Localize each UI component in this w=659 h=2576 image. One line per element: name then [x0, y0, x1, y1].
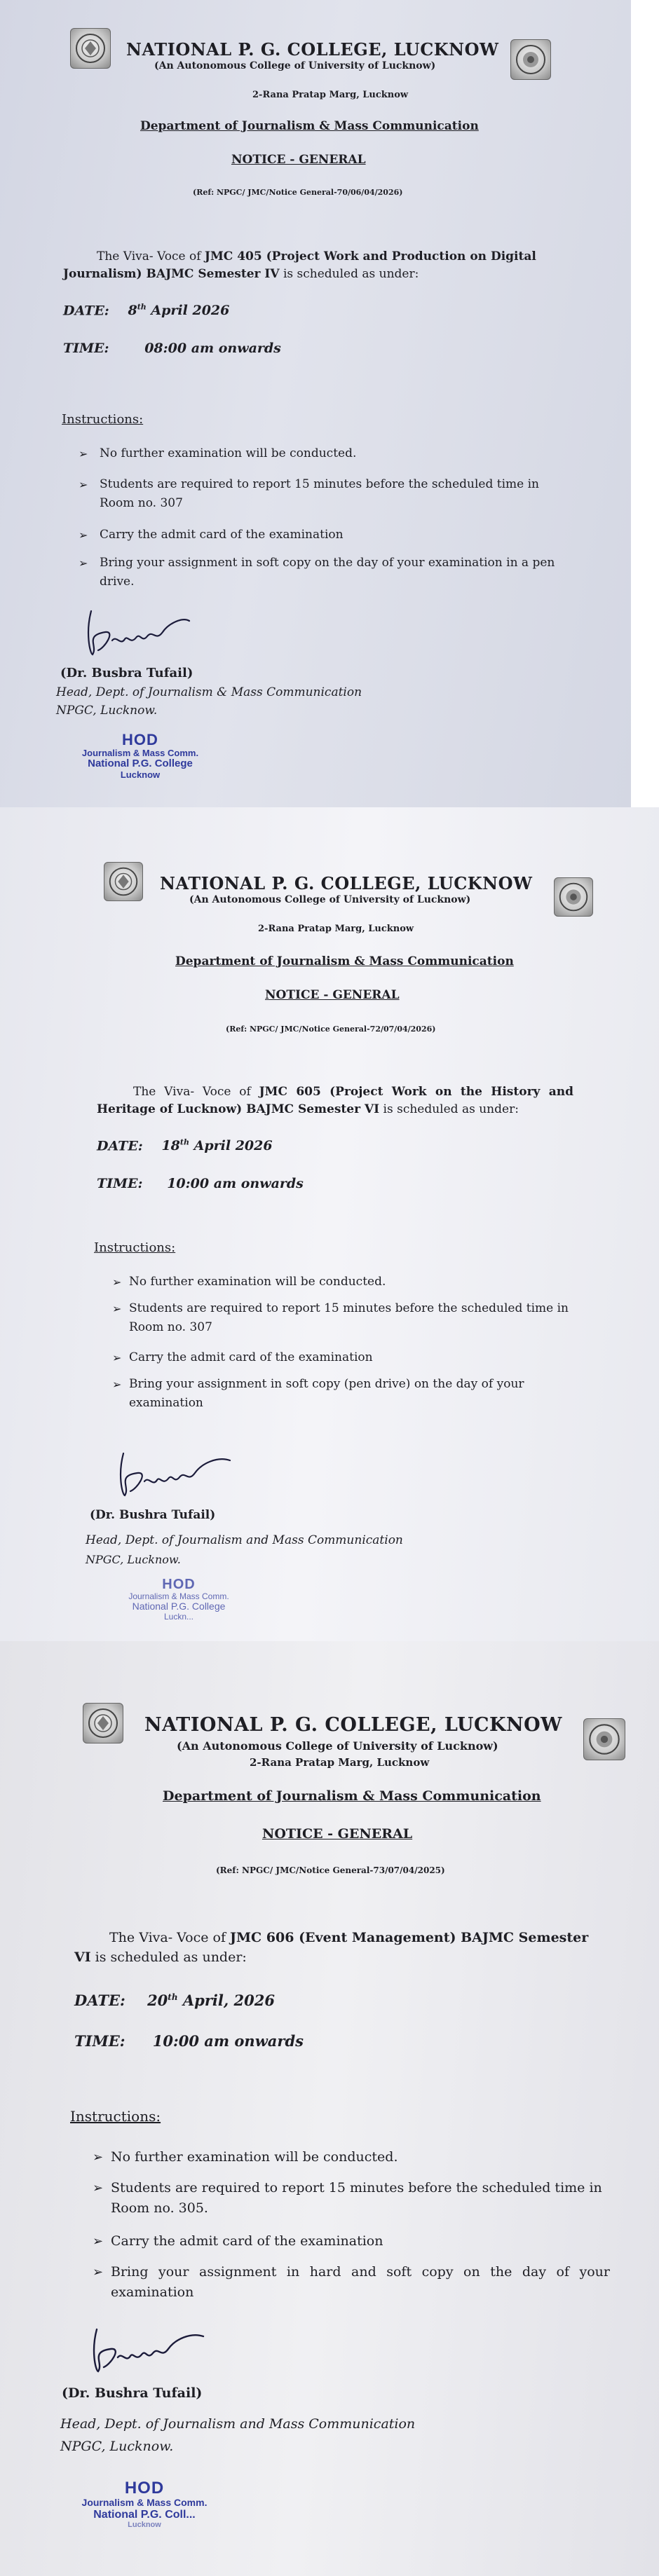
signature-icon	[111, 1445, 237, 1501]
announcement-text: is scheduled as under:	[279, 266, 419, 281]
instruction-item: Students are required to report 15 minutes before the scheduled time in Room no. 305.	[111, 2180, 602, 2217]
stamp-title: HOD	[124, 2479, 165, 2498]
time-label: TIME:	[97, 1176, 143, 1191]
signatory-title: Head, Dept. of Journalism and Mass Communication	[60, 2416, 416, 2432]
signatory-place: NPGC, Lucknow.	[56, 704, 158, 718]
signatory-title: Head, Dept. of Journalism & Mass Communication	[56, 685, 362, 699]
date-label: DATE:	[74, 1992, 125, 2009]
notice-page-2	[0, 807, 659, 1641]
instruction-item: Carry the admit card of the examination	[111, 2233, 383, 2249]
college-address: 2-Rana Pratap Marg, Lucknow	[250, 1756, 430, 1769]
reference-number: (Ref: NPGC/ JMC/Notice General-70/06/04/2026)	[193, 188, 403, 197]
instruction-item: Bring your assignment in hard and soft copy on the day of your examination	[111, 2264, 610, 2301]
instruction-item: No further examination will be conducted.	[100, 446, 357, 460]
college-affiliation: (An Autonomous College of University of Lucknow)	[154, 60, 436, 71]
arrow-bullet-icon: ➢	[79, 478, 88, 491]
college-address: 2-Rana Pratap Marg, Lucknow	[252, 90, 409, 100]
arrow-bullet-icon: ➢	[79, 528, 88, 542]
instruction-item: No further examination will be conducted.	[129, 1275, 386, 1289]
hod-stamp	[105, 1577, 252, 1622]
notice-page-3	[0, 1641, 659, 2576]
announcement-text: The Viva- Voce of	[109, 1930, 231, 1945]
college-name: NATIONAL P. G. COLLEGE, LUCKNOW	[144, 1714, 562, 1736]
arrow-bullet-icon: ➢	[93, 2265, 104, 2280]
stamp-line: Journalism & Mass Comm.	[128, 1591, 229, 1601]
date-row	[63, 303, 229, 318]
instruction-item: Bring your assignment in soft copy (pen drive) on the day of your examination	[129, 1377, 524, 1411]
stamp-line: Luckn...	[163, 1611, 194, 1622]
stamp-line: Lucknow	[120, 769, 161, 780]
hod-stamp	[70, 732, 210, 780]
viva-announcement	[74, 1928, 607, 1967]
arrow-bullet-icon: ➢	[112, 1275, 122, 1289]
college-name: NATIONAL P. G. COLLEGE, LUCKNOW	[160, 873, 533, 893]
stamp-line: National P.G. Coll...	[93, 2508, 196, 2521]
hod-stamp	[67, 2479, 222, 2529]
announcement-text: is scheduled as under:	[90, 1949, 247, 1965]
announcement-text: is scheduled as under:	[379, 1102, 519, 1116]
stamp-line: Journalism & Mass Comm.	[81, 748, 199, 759]
arrow-bullet-icon: ➢	[112, 1351, 122, 1364]
arrow-bullet-icon: ➢	[112, 1378, 122, 1391]
college-seal-icon	[554, 877, 593, 917]
notice-type: NOTICE - GENERAL	[265, 988, 400, 1002]
stamp-title: HOD	[162, 1577, 196, 1592]
college-seal-icon	[510, 39, 551, 80]
instruction-item: Carry the admit card of the examination	[100, 528, 344, 542]
time-label: TIME:	[63, 341, 109, 356]
arrow-bullet-icon: ➢	[93, 2181, 104, 2195]
college-emblem-icon	[104, 862, 143, 901]
course-title: JMC 606 (Event Management) BAJMC Semester VI	[74, 1930, 589, 1965]
date-label: DATE:	[97, 1138, 143, 1154]
college-emblem-icon	[70, 28, 111, 69]
college-emblem-icon	[83, 1703, 123, 1743]
signature-icon	[77, 604, 196, 660]
instruction-item: Students are required to report 15 minutes before the scheduled time in Room no. 307	[129, 1301, 569, 1335]
college-affiliation: (An Autonomous College of University of Lucknow)	[189, 894, 471, 905]
course-title: JMC 605 (Project Work on the History and Heritage of Lucknow) BAJMC Semester VI	[97, 1085, 574, 1116]
signatory-place: NPGC, Lucknow.	[60, 2439, 174, 2454]
stamp-line: Journalism & Mass Comm.	[81, 2497, 208, 2509]
reference-number: (Ref: NPGC/ JMC/Notice General-72/07/04/2026)	[226, 1025, 436, 1034]
viva-announcement	[97, 1083, 573, 1118]
arrow-bullet-icon: ➢	[93, 2150, 104, 2165]
department-heading: Department of Journalism & Mass Communication	[140, 119, 479, 133]
date-value: 20th April, 2026	[147, 1992, 275, 2009]
instructions-heading: Instructions:	[94, 1240, 176, 1255]
stamp-title: HOD	[122, 731, 158, 748]
college-name: NATIONAL P. G. COLLEGE, LUCKNOW	[126, 39, 499, 60]
reference-number: (Ref: NPGC/ JMC/Notice General-73/07/04/2025)	[216, 1865, 445, 1875]
viva-announcement	[63, 248, 554, 282]
notice-page-1	[0, 0, 631, 807]
department-heading: Department of Journalism & Mass Communication	[175, 954, 514, 968]
date-row	[74, 1992, 275, 2009]
date-row	[97, 1138, 273, 1153]
arrow-bullet-icon: ➢	[79, 447, 88, 460]
time-row	[97, 1176, 304, 1191]
stamp-line: National P.G. College	[88, 758, 193, 770]
signatory-place: NPGC, Lucknow.	[86, 1553, 181, 1566]
time-value: 10:00 am onwards	[167, 1176, 304, 1191]
time-row	[63, 341, 281, 356]
date-value: 18th April 2026	[161, 1138, 273, 1154]
notice-type: NOTICE - GENERAL	[231, 153, 366, 167]
arrow-bullet-icon: ➢	[112, 1302, 122, 1315]
instructions-heading: Instructions:	[62, 412, 144, 427]
date-value: 8th April 2026	[128, 303, 230, 319]
course-title: JMC 405 (Project Work and Production on Digital Journalism) BAJMC Semester IV	[63, 249, 536, 281]
arrow-bullet-icon: ➢	[79, 556, 88, 570]
college-seal-icon	[583, 1718, 625, 1760]
announcement-text: The Viva- Voce of	[133, 1085, 259, 1099]
signatory-name: (Dr. Bushra Tufail)	[62, 2385, 203, 2401]
instructions-heading: Instructions:	[70, 2108, 161, 2125]
notice-type: NOTICE - GENERAL	[262, 1826, 413, 1842]
time-value: 08:00 am onwards	[144, 341, 281, 356]
time-row	[74, 2032, 304, 2050]
announcement-text: The Viva- Voce of	[97, 249, 205, 263]
signatory-name: (Dr. Busbra Tufail)	[60, 666, 193, 680]
time-value: 10:00 am onwards	[152, 2032, 304, 2050]
time-label: TIME:	[74, 2032, 125, 2050]
college-affiliation: (An Autonomous College of University of Lucknow)	[177, 1739, 498, 1753]
instruction-item: No further examination will be conducted.	[111, 2149, 398, 2165]
signatory-title: Head, Dept. of Journalism and Mass Communication	[86, 1533, 403, 1547]
arrow-bullet-icon: ➢	[93, 2234, 104, 2249]
stamp-line: National P.G. College	[132, 1601, 226, 1612]
department-heading: Department of Journalism & Mass Communication	[163, 1788, 541, 1804]
instruction-item: Bring your assignment in soft copy on the day of your examination in a pen drive.	[100, 556, 555, 589]
instruction-item: Carry the admit card of the examination	[129, 1350, 373, 1364]
signatory-name: (Dr. Bushra Tufail)	[90, 1508, 216, 1522]
signature-icon	[84, 2321, 210, 2377]
college-address: 2-Rana Pratap Marg, Lucknow	[258, 924, 414, 934]
stamp-line: Lucknow	[128, 2521, 161, 2530]
date-label: DATE:	[63, 303, 109, 319]
instruction-item: Students are required to report 15 minutes before the scheduled time in Room no. 307	[100, 477, 539, 511]
